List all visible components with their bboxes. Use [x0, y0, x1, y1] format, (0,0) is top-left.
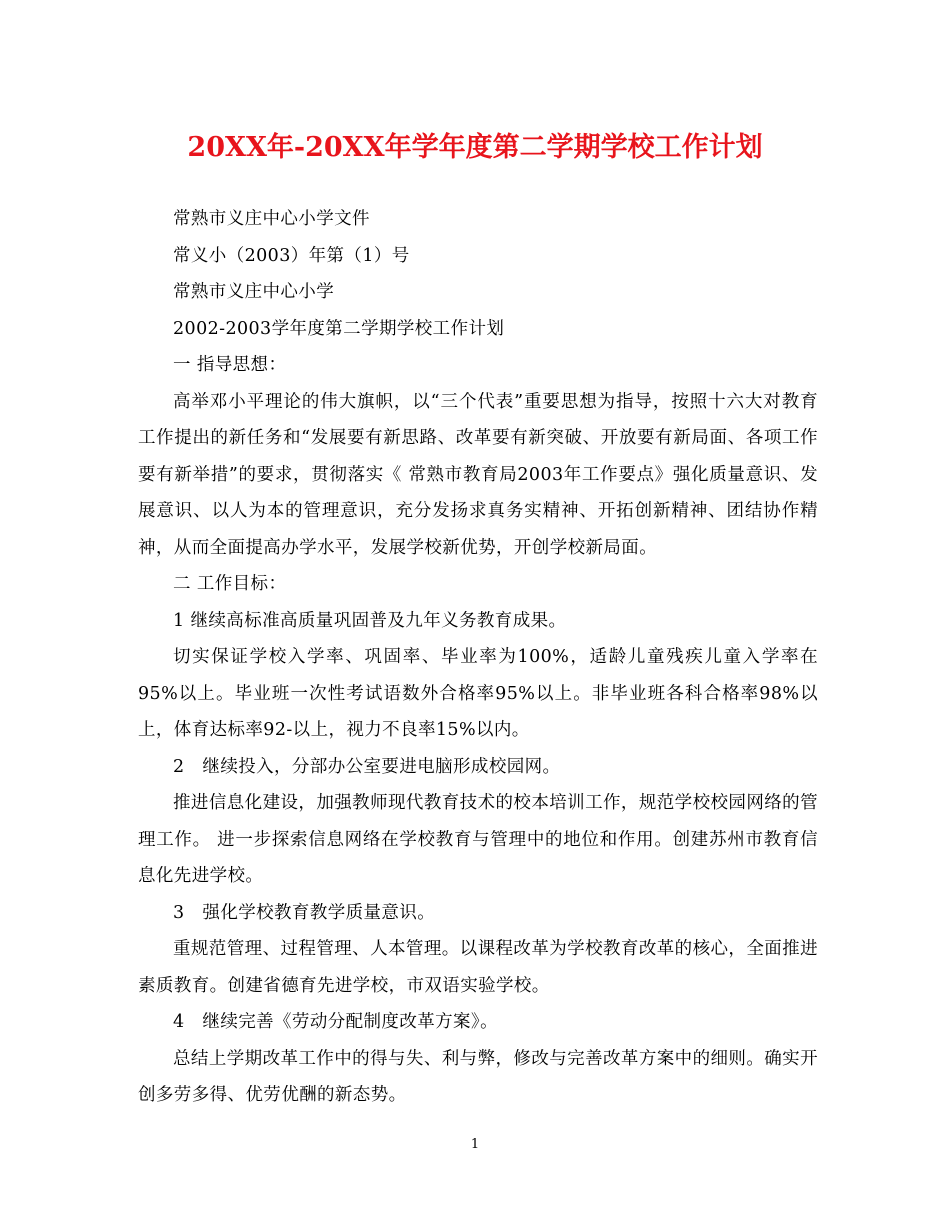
heading-work-goals: 二 工作目标：	[173, 574, 287, 594]
heading-guiding-ideology: 一 指导思想：	[173, 355, 287, 375]
goal-1-body: 切实保证学校入学率、巩固率、毕业率为100%，适龄儿童残疾儿童入学率在95%以上。毕业班一次性考试语数外合格率95%以上。非毕业班各科合格率98%以上，体育达标率92-以上，视力不良率15%以内。	[138, 647, 818, 740]
paragraph-issuer: 常熟市义庄中心小学文件	[173, 209, 370, 229]
paragraph-guiding-ideology: 高举邓小平理论的伟大旗帜，以“三个代表”重要思想为指导，按照十六大对教育工作提出的新任务和“发展要有新思路、改革要有新突破、开放要有新局面、各项工作要有新举措”的要求，贯彻落实《 常熟市教育局2003年工作要点》强化质量意识、发展意识、以人为本的管理意识，充分发扬求真务实精神、开拓创新精神、团结协作精神，从而全面提高办学水平，发展学校新优势，开创学校新局面。	[138, 391, 818, 558]
paragraph-school: 常熟市义庄中心小学	[173, 282, 335, 302]
goal-2-heading: 2 继续投入，分部办公室要进电脑形成校园网。	[173, 756, 561, 777]
document-body	[138, 201, 818, 1114]
paragraph-plan-title: 2002-2003学年度第二学期学校工作计划	[173, 318, 505, 339]
goal-4-heading: 4 继续完善《劳动分配制度改革方案》。	[173, 1012, 498, 1032]
goal-3-body: 重规范管理、过程管理、人本管理。以课程改革为学校教育改革的核心，全面推进素质教育。创建省德育先进学校，市双语实验学校。	[138, 939, 818, 996]
paragraph-doc-number: 常义小（2003）年第（1）号	[173, 245, 410, 266]
document-title: 20XX年-20XX年学年度第二学期学校工作计划	[187, 132, 763, 163]
goal-4-body: 总结上学期改革工作中的得与失、利与弊，修改与完善改革方案中的细则。确实开创多劳多得、优劳优酬的新态势。	[138, 1048, 818, 1105]
page-number: 1	[470, 1137, 480, 1152]
goal-1-heading: 1 继续高标准高质量巩固普及九年义务教育成果。	[173, 610, 567, 631]
goal-3-heading: 3 强化学校教育教学质量意识。	[173, 902, 436, 923]
goal-2-body: 推进信息化建设，加强教师现代教育技术的校本培训工作，规范学校校园网络的管理工作。 进一步探索信息网络在学校教育与管理中的地位和作用。创建苏州市教育信息化先进学校。	[138, 793, 818, 886]
